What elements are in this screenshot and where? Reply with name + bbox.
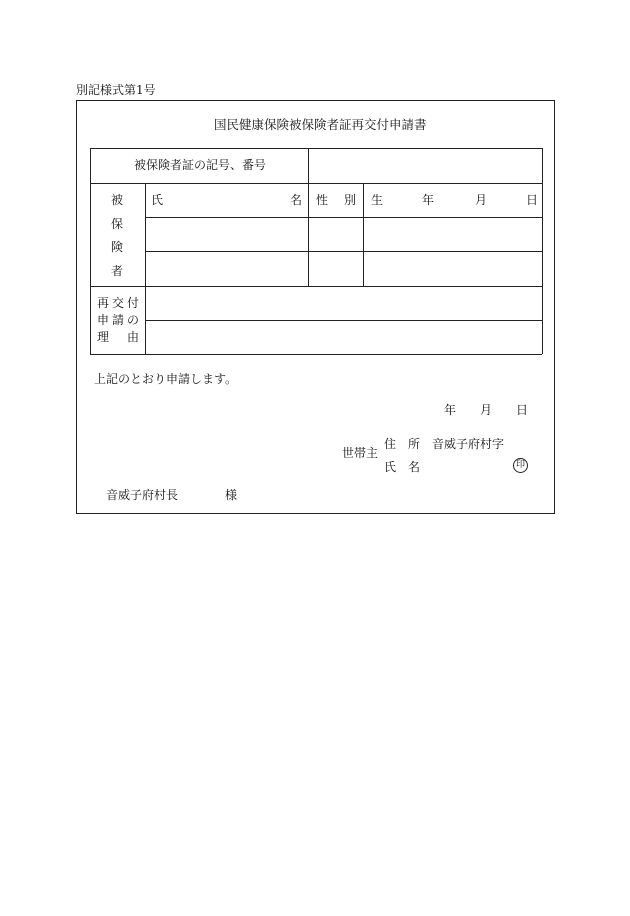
- card-symbol-number-field[interactable]: [310, 152, 540, 180]
- date-day: 日: [516, 403, 529, 417]
- sex-header-char: 性: [316, 193, 329, 207]
- birth-header-char: 年: [422, 193, 435, 207]
- reason-label-line: 申請の: [97, 313, 143, 327]
- name-header-char: 名: [290, 193, 303, 207]
- name-label-char: 名: [408, 460, 421, 474]
- card-symbol-number-label: 被保険者証の記号、番号: [134, 158, 267, 172]
- birth-header-char: 日: [526, 193, 539, 207]
- householder-label: 世帯主: [342, 446, 379, 460]
- addressee-honorific: 様: [225, 488, 238, 502]
- name-header-char: 氏: [151, 193, 164, 207]
- statement: 上記のとおり申請します。: [94, 372, 238, 386]
- date-year: 年: [444, 403, 457, 417]
- reason-label-line: 理 由: [97, 330, 143, 344]
- insured-sex-cell-1[interactable]: [310, 219, 361, 249]
- insured-label-char: 険: [111, 240, 124, 254]
- birth-header-char: 生: [371, 193, 384, 207]
- insured-sex-cell-2[interactable]: [310, 253, 361, 284]
- sex-header-char: 別: [344, 193, 357, 207]
- date-month: 月: [480, 403, 493, 417]
- insured-name-cell-2[interactable]: [147, 253, 306, 284]
- birth-header-char: 月: [475, 193, 488, 207]
- name-label-char: 氏: [384, 460, 397, 474]
- form-title: 国民健康保険被保険者証再交付申請書: [214, 117, 427, 132]
- insured-label-char: 被: [111, 193, 124, 207]
- form-number: 別記様式第1号: [76, 83, 156, 97]
- address-prefix: 音威子府村字: [432, 437, 505, 451]
- address-label-char: 住: [384, 437, 397, 451]
- insured-label-char: 者: [111, 264, 124, 278]
- address-label-char: 所: [408, 437, 421, 451]
- reason-label-line: 再交付: [97, 296, 143, 310]
- seal-mark: 印: [513, 458, 528, 473]
- reason-field-2[interactable]: [147, 322, 540, 352]
- addressee-name: 音威子府村長: [106, 488, 179, 502]
- insured-name-cell-1[interactable]: [147, 219, 306, 249]
- insured-birth-cell-1[interactable]: [365, 219, 540, 249]
- insured-birth-cell-2[interactable]: [365, 253, 540, 284]
- insured-label-char: 保: [111, 217, 124, 231]
- reason-field-1[interactable]: [147, 288, 540, 318]
